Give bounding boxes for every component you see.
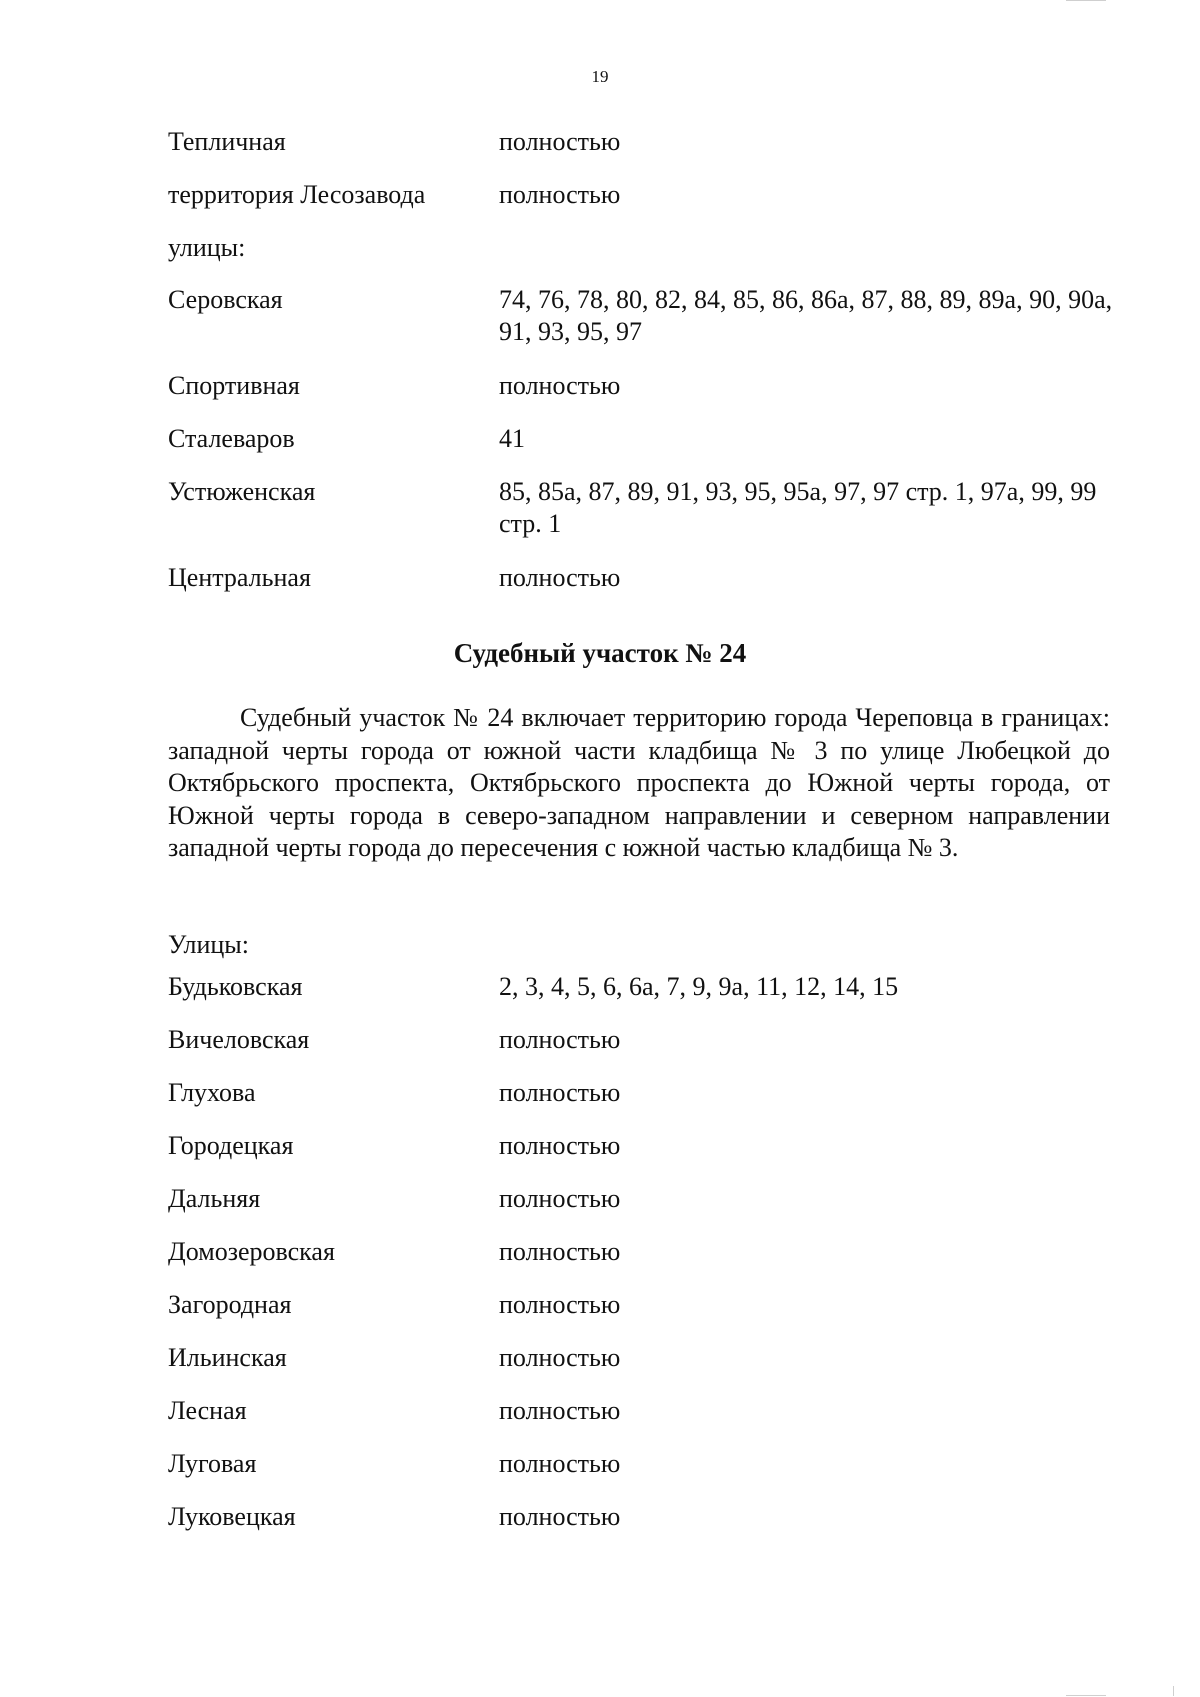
- street-name: Дальняя: [168, 1184, 261, 1213]
- street-name: Будьковская: [168, 972, 303, 1001]
- street-houses: полностью: [499, 1078, 621, 1107]
- page-number: 19: [591, 67, 609, 86]
- street-houses: полностью: [499, 1025, 621, 1054]
- street-name: территория Лесозавода: [168, 180, 426, 209]
- street-name: Лесная: [168, 1396, 247, 1425]
- street-houses: полностью: [499, 371, 621, 400]
- street-houses: 85, 85а, 87, 89, 91, 93, 95, 95а, 97, 97 стр. 1, 97а, 99, 99 стр. 1: [499, 477, 1097, 538]
- street-houses: полностью: [499, 1449, 621, 1478]
- scan-artifact: [1173, 1686, 1174, 1696]
- street-houses: полностью: [499, 1184, 621, 1213]
- street-name: Ильинская: [168, 1343, 287, 1372]
- street-houses: полностью: [499, 1237, 621, 1266]
- street-houses: полностью: [499, 180, 621, 209]
- street-name: Устюженская: [168, 477, 316, 506]
- street-houses: полностью: [499, 1343, 621, 1372]
- street-houses: 41: [499, 424, 525, 453]
- street-houses: 2, 3, 4, 5, 6, 6а, 7, 9, 9а, 11, 12, 14, 15: [499, 972, 899, 1001]
- street-name: Вичеловская: [168, 1025, 310, 1054]
- street-name: Сталеваров: [168, 424, 295, 453]
- section-paragraph: Судебный участок № 24 включает территорию города Череповца в границах: западной черты города от южной части кладбища № 3 по улице Любецкой до Октябрьского проспекта, Октябрьского проспекта до Южной черты города, от Южной черты города в северо-западном направлении и северном направлении западной черты города до пересечения с южной частью кладбища № 3.: [168, 703, 1110, 862]
- street-houses: полностью: [499, 563, 621, 592]
- street-name: Загородная: [168, 1290, 292, 1319]
- street-name: Центральная: [168, 563, 311, 592]
- street-name: Городецкая: [168, 1131, 294, 1160]
- street-name: Тепличная: [168, 127, 286, 156]
- scan-artifact: [1066, 0, 1106, 1]
- street-houses: полностью: [499, 1290, 621, 1319]
- streets-label: Улицы:: [168, 930, 249, 959]
- street-name: Серовская: [168, 285, 283, 314]
- scan-artifact: [1066, 1695, 1106, 1696]
- streets-label: улицы:: [168, 233, 246, 262]
- street-name: Глухова: [168, 1078, 256, 1107]
- street-houses: полностью: [499, 1502, 621, 1531]
- street-name: Луковецкая: [168, 1502, 296, 1531]
- section-title: Судебный участок № 24: [453, 638, 747, 668]
- street-name: Спортивная: [168, 371, 300, 400]
- street-name: Луговая: [168, 1449, 257, 1478]
- street-name: Домозеровская: [168, 1237, 335, 1266]
- street-houses: 74, 76, 78, 80, 82, 84, 85, 86, 86а, 87, 88, 89, 89а, 90, 90а, 91, 93, 95, 97: [499, 285, 1113, 346]
- street-houses: полностью: [499, 1396, 621, 1425]
- street-houses: полностью: [499, 1131, 621, 1160]
- street-houses: полностью: [499, 127, 621, 156]
